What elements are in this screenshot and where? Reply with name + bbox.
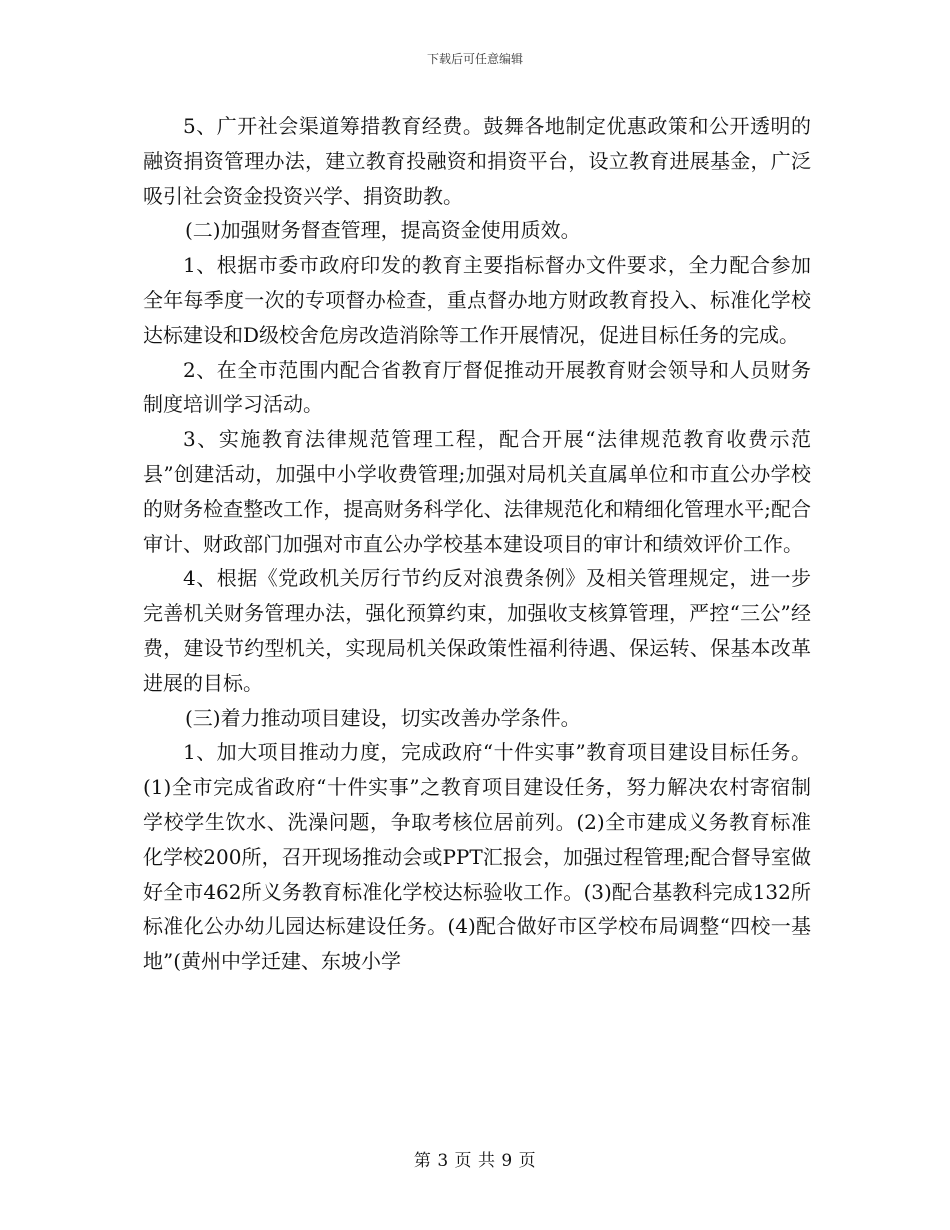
section-heading: (二)加强财务督查管理，提高资金使用质效。 xyxy=(185,218,581,243)
page-number: 第 3 页 共 9 页 xyxy=(413,1151,537,1171)
section-heading: (三)着力推动项目建设，切实改善办学条件。 xyxy=(185,705,581,730)
paragraph: 3、实施教育法律规范管理工程，配合开展“法律规范教育收费示范县”创建活动，加强中小学收费管理;加强对局机关直属单位和市直公办学校的财务检查整改工作，提高财务科学化、法律规范化和精细化管理水平;配合审计、财政部门加强对市直公办学校基本建设项目的审计和绩效评价工作。 xyxy=(143,427,811,556)
page-header-note: 下载后可任意编辑 xyxy=(426,52,523,66)
paragraph: 1、加大项目推动力度，完成政府“十件实事”教育项目建设目标任务。(1)全市完成省政府“十件实事”之教育项目建设任务，努力解决农村寄宿制学校学生饮水、洗澡问题，争取考核位居前列。(2)全市建成义务教育标准化学校200所，召开现场推动会或PPT汇报会，加强过程管理;配合督导室做好全市462所义务教育标准化学校达标验收工作。(3)配合基教科完成132所标准化公办幼儿园达标建设任务。(4)配合做好市区学校布局调整“四校一基地”(黄州中学迁建、东坡小学 xyxy=(143,740,811,974)
paragraph: 1、根据市委市政府印发的教育主要指标督办文件要求，全力配合参加全年每季度一次的专项督办检查，重点督办地方财政教育投入、标准化学校达标建设和D级校舍危房改造消除等工作开展情况，促进目标任务的完成。 xyxy=(143,253,811,347)
paragraph: 5、广开社会渠道筹措教育经费。鼓舞各地制定优惠政策和公开透明的融资捐资管理办法，建立教育投融资和捐资平台，设立教育进展基金，广泛吸引社会资金投资兴学、捐资助教。 xyxy=(143,114,811,208)
paragraph: 4、根据《党政机关厉行节约反对浪费条例》及相关管理规定，进一步完善机关财务管理办法，强化预算约束，加强收支核算管理，严控“三公”经费，建设节约型机关，实现局机关保政策性福利待遇、保运转、保基本改革进展的目标。 xyxy=(143,566,811,695)
paragraph: 2、在全市范围内配合省教育厅督促推动开展教育财会领导和人员财务制度培训学习活动。 xyxy=(143,357,811,417)
document-body xyxy=(143,109,811,979)
